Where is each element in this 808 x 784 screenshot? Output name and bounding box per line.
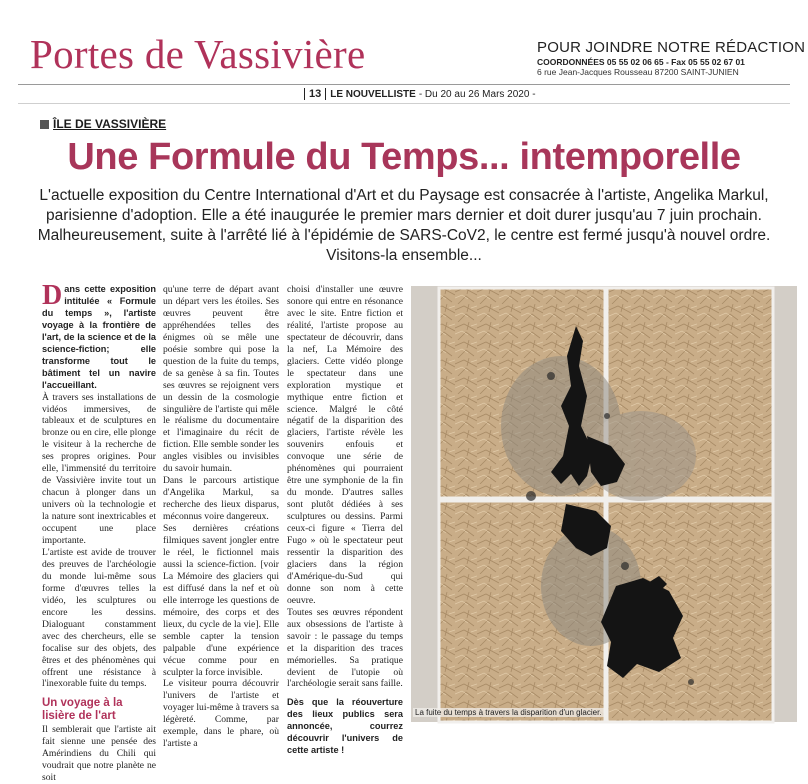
artwork-panels <box>439 288 773 722</box>
paragraph: Ses dernières créations filmiques savent jongler entre le réel, le fictionnel mais aussi la science-fiction. [voir La Mémoire des glaciers qui est diffusé dans la nef et où elle interroge les questions de mémoire, des corps et des lieux, du cycle de la vie]. Elle semble capter la tension palpable d'une expérience vécue comme pour en sculpter la force invisible. <box>163 523 279 678</box>
artwork-photo <box>411 286 797 722</box>
article-lede: L'actuelle exposition du Centre International d'Art et du Paysage est consacrée à l'artiste, Angelika Markul, parisienne d'adoption. Elle a été inaugurée le premier mars dernier et doit durer jusqu'au 7 juin prochain. Malheureusement, suite à l'arrêté lié à l'épidémie de SARS-CoV2, le centre est fermé jusqu'à nouvel ordre. Visitons-la ensemble... <box>37 187 771 264</box>
article-subhead: Un voyage à la lisière de l'art <box>42 697 123 722</box>
drop-cap: D <box>42 280 63 311</box>
article-column-3 <box>287 284 403 757</box>
kicker-label: ÎLE DE VASSIVIÈRE <box>53 117 167 131</box>
paragraph: choisi d'installer une œuvre sonore qui entre en résonance avec le site. Entre fiction et réalité, l'artiste propose au spectateur de découvrir, dans la nef, La Mémoire des glaciers. Cette vidéo plonge le spectateur dans une exploration mystique et mythique entre fiction et science. Malgré le côté négatif de la disparition des glaciers, l'artiste révèle les souvenirs enfouis et convoque une série de phénomènes qui pourraient être une symphonie de la fin du monde. D'autres salles sont plutôt dédiées à ses sculptures ou dessins. Parmi ceux-ci figure « Tierra del Fugo » où le spectateur peut ressentir la disparition des glaciers dans la région d'Amérique-du-Sud qui donne son nom à cette oeuvre. <box>287 284 403 606</box>
intro-text: ans cette exposition intitulée « Formule du temps », <box>42 284 156 318</box>
paragraph: qu'une terre de départ avant un départ vers les étoiles. Ses œuvres peuvent être appréhendées telles des énigmes où se mêle une poésie sombre qui pose la question de la fuite du temps, de sa genèse à sa fin. Toutes ses œuvres se rejoignent vers un dessin de la cosmologie singulière de l'artiste qui mêle le réalisme du documentaire et l'imaginaire du récit de fiction. Elle semble sonder les angles visibles ou invisibles du savoir humain. <box>163 284 279 475</box>
contact-phone-fax: COORDONNÉES 05 55 02 06 65 - Fax 05 55 02 67 01 <box>537 56 745 67</box>
paragraph: Le visiteur pourra découvrir l'univers de l'artiste et voyager lui-même à travers sa légèreté. Comme, par exemple, dans le phare, où l'artiste a <box>163 678 279 750</box>
paragraph: L'artiste est avide de trouver des preuves de l'archéologie du monde lui-même sous forme d'œuvres telles la vidéo, les sculptures ou encore les dessins. Dialoguant constamment avec des chercheurs, elle se focalise sur des objets, des êtres et des phénomènes qui offrent une résistance à l'inexorable fuite du temps. <box>42 546 156 690</box>
page-number: 13 <box>309 88 322 100</box>
intro-paragraph <box>42 280 156 392</box>
folio-divider <box>18 103 790 104</box>
closing-call-to-action: Dès que la réouverture des lieux publics sera annoncée, courrez découvrir l'univers de cette artiste ! <box>287 697 403 756</box>
photo-caption: La fuite du temps à travers la disparition d'un glacier. <box>415 708 602 717</box>
artwork-illustration <box>411 286 797 722</box>
header-divider <box>18 84 790 85</box>
paragraph: Toutes ses œuvres répondent aux obsessions de l'artiste à savoir : le passage du temps et la disparition des traces mémorielles. Sa pratique devient de l'utopie où l'archéologie serait sans faille. <box>287 606 403 690</box>
kicker-square-icon <box>40 120 49 129</box>
newspaper-name: LE NOUVELLISTE <box>330 88 416 100</box>
contact-address: 6 rue Jean-Jacques Rousseau 87200 SAINT-JUNIEN <box>537 66 739 77</box>
contact-title: POUR JOINDRE NOTRE RÉDACTION <box>537 39 806 56</box>
article-headline: Une Formule du Temps... intemporelle <box>67 136 741 178</box>
contact-block <box>537 39 806 77</box>
folio-bar-right <box>325 88 326 100</box>
article-column-1 <box>42 280 156 784</box>
section-title: Portes de Vassivière <box>30 31 366 77</box>
intro-bold-text: l'artiste voyage à la frontière de l'art, de la science et de la science-fiction; elle transforme tout le bâtiment tel un navire l'accueillant. <box>42 307 156 390</box>
paragraph: À travers ses installations de vidéos immersives, de tableaux et de sculptures en bronze ou en cire, elle plonge le visiteur à la recherche de ses propres origines. Pour elle, l'immensité du territoire de Vassivière invite tout un chacun à plonger dans un univers où la technologie et la nature sont inextricables et occupent une place importante. <box>42 391 156 547</box>
article-column-2 <box>163 284 279 750</box>
article-kicker <box>40 117 166 131</box>
folio-line <box>300 86 536 102</box>
paragraph: Il semblerait que l'artiste ait fait sienne une pensée des Amérindiens du Chili qui voudrait que notre planète ne soit <box>42 724 156 784</box>
paragraph: Dans le parcours artistique d'Angelika Markul, sa recherche des lieux disparus, méconnus voire dangereux. <box>163 475 279 523</box>
issue-dates: - Du 20 au 26 Mars 2020 - <box>418 88 536 100</box>
folio-bar-left <box>304 88 305 100</box>
